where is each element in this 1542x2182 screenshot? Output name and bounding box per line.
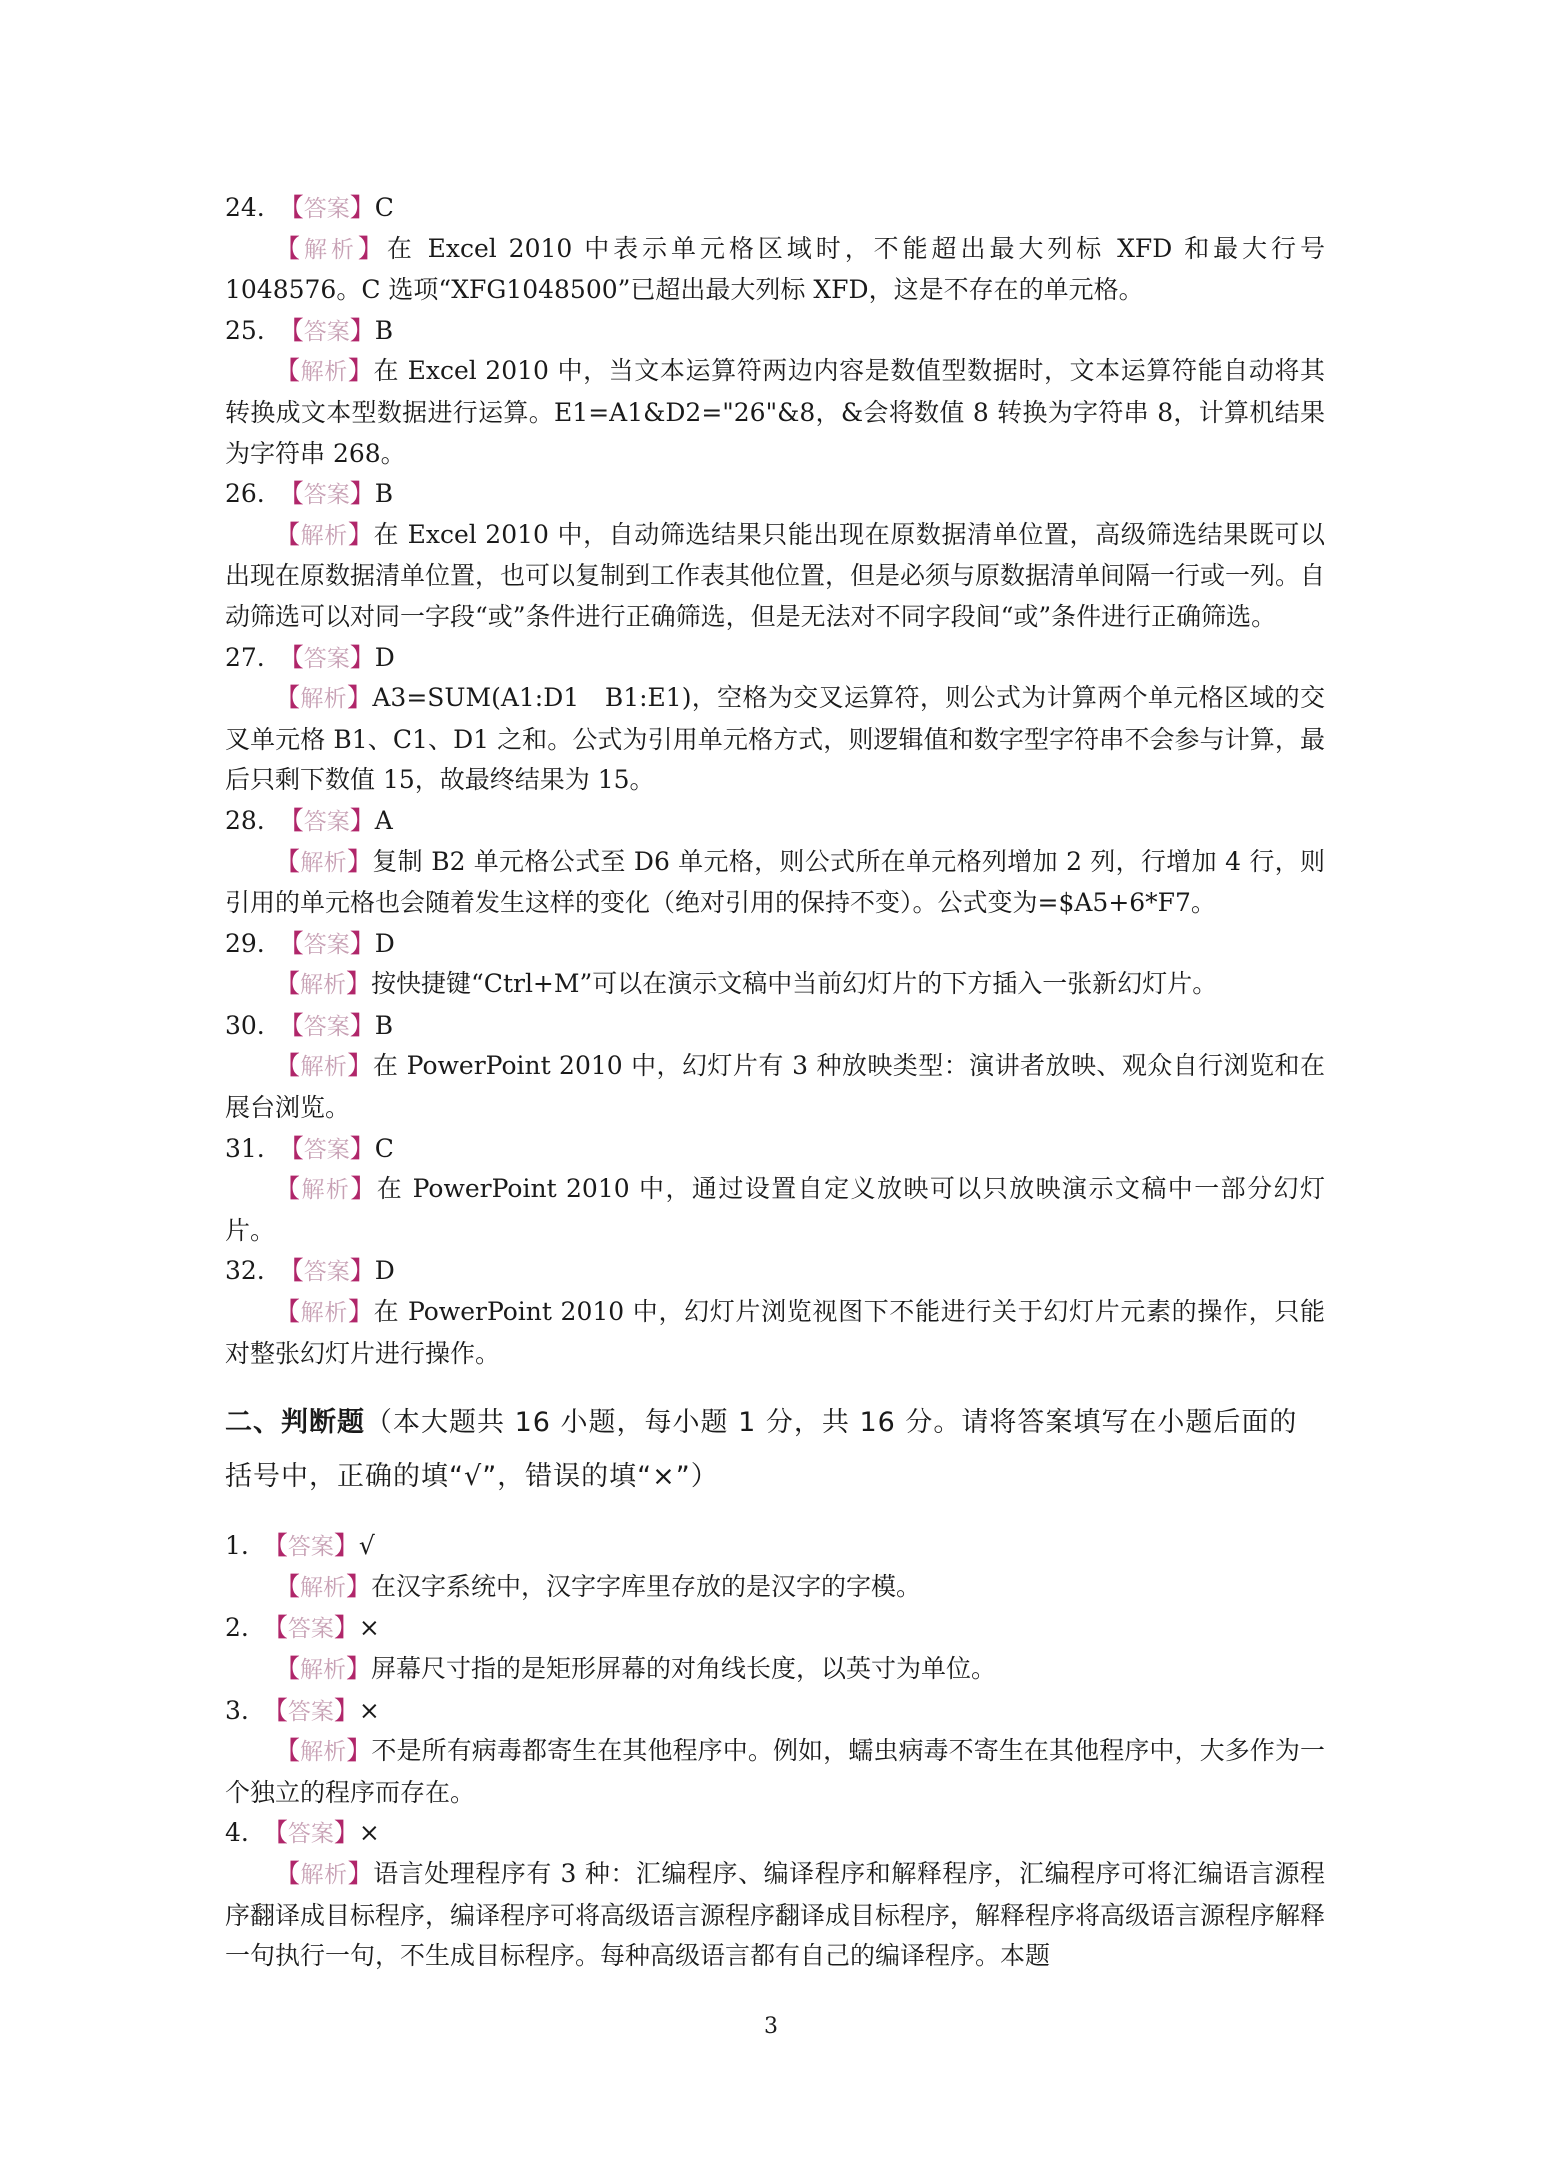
section-note: （本大题共 16 小题，每小题 1 分，共 16 分。请将答案填写在小题后面的括号中，正确的填“√”，错误的填“×”）	[225, 1407, 1298, 1493]
explanation-text: 在汉字系统中，汉字字库里存放的是汉字的字模。	[371, 1571, 922, 1601]
explanation-tag	[275, 1859, 373, 1888]
item-number: 2.	[225, 1613, 249, 1643]
answer-tag	[279, 1011, 375, 1040]
answer-line	[225, 1691, 1325, 1732]
answer-tag	[263, 1696, 359, 1725]
item-number: 3.	[225, 1695, 249, 1725]
bracket-close: 】	[347, 1858, 374, 1888]
explanation-label: 解析	[300, 686, 348, 713]
explanation-block	[225, 1169, 1325, 1251]
answer-line	[225, 924, 1325, 965]
answer-value: B	[374, 1010, 394, 1040]
explanation-tag	[275, 683, 372, 712]
explanation-tag	[275, 1174, 377, 1203]
bracket-close: 】	[333, 1818, 359, 1848]
explanation-block	[225, 1649, 1325, 1691]
answer-value: D	[374, 928, 395, 958]
answer-line	[225, 1129, 1325, 1170]
bracket-open: 【	[262, 1695, 288, 1725]
explanation-tag	[275, 1051, 373, 1080]
answer-label: 答案	[303, 1013, 350, 1040]
explanation-tag	[275, 1736, 371, 1765]
answer-value: ×	[358, 1695, 380, 1725]
answer-line	[225, 1608, 1325, 1649]
part2-list	[225, 1526, 1325, 1977]
answer-label: 答案	[303, 318, 350, 345]
answer-line	[225, 638, 1325, 679]
answer-value: C	[374, 1133, 394, 1163]
bracket-close: 】	[333, 1695, 359, 1725]
answer-label: 答案	[287, 1821, 334, 1848]
answer-line	[225, 801, 1325, 842]
answer-line	[225, 188, 1325, 229]
answer-value: C	[374, 193, 394, 222]
bracket-close: 】	[349, 1010, 375, 1040]
answer-label: 答案	[303, 808, 350, 835]
explanation-text: 按快捷键“Ctrl+M”可以在演示文稿中当前幻灯片的下方插入一张新幻灯片。	[371, 969, 1218, 999]
answer-key-content	[225, 188, 1325, 1977]
explanation-block	[225, 1292, 1325, 1374]
answer-line	[225, 1526, 1325, 1567]
bracket-close: 】	[350, 1174, 377, 1204]
item-number: 30.	[225, 1010, 265, 1040]
bracket-close: 】	[349, 315, 375, 345]
answer-label: 答案	[303, 931, 350, 958]
bracket-close: 】	[349, 642, 375, 672]
explanation-tag	[275, 520, 373, 549]
explanation-label: 解析	[300, 972, 347, 999]
answer-tag	[279, 929, 375, 958]
explanation-tag	[275, 1572, 371, 1601]
bracket-open: 【	[275, 519, 301, 549]
explanation-block	[225, 964, 1325, 1006]
answer-value: B	[374, 315, 394, 345]
bracket-close: 】	[349, 805, 375, 835]
explanation-block	[225, 1567, 1325, 1609]
bracket-close: 】	[347, 356, 374, 386]
explanation-text: 屏幕尺寸指的是矩形屏幕的对角线长度，以英寸为单位。	[371, 1654, 997, 1683]
explanation-label: 解析	[300, 1054, 348, 1081]
explanation-label: 解析	[300, 359, 348, 386]
bracket-close: 】	[346, 846, 373, 876]
answer-tag	[263, 1613, 359, 1642]
bracket-open: 【	[278, 315, 304, 345]
answer-line	[225, 474, 1325, 515]
answer-value: ×	[358, 1613, 380, 1643]
explanation-label: 解析	[300, 1657, 347, 1683]
explanation-block	[225, 1046, 1325, 1128]
item-number: 4.	[225, 1818, 249, 1848]
answer-value: √	[358, 1531, 375, 1561]
item-number: 29.	[225, 928, 265, 958]
explanation-tag	[275, 356, 373, 385]
explanation-block	[225, 351, 1325, 474]
bracket-open: 【	[262, 1818, 288, 1848]
item-number: 32.	[225, 1256, 265, 1286]
answer-tag	[279, 643, 375, 672]
bracket-open: 【	[278, 642, 304, 672]
bracket-close: 】	[333, 1531, 359, 1561]
page-number: 3	[764, 2014, 778, 2039]
answer-value: D	[374, 1256, 395, 1286]
item-number: 25.	[225, 315, 265, 345]
bracket-close: 】	[349, 479, 375, 509]
explanation-block	[225, 1731, 1325, 1813]
answer-tag	[279, 806, 375, 835]
bracket-open: 【	[262, 1531, 288, 1561]
explanation-tag	[275, 1297, 374, 1326]
explanation-label: 解析	[300, 1574, 347, 1601]
bracket-close: 】	[348, 1297, 374, 1327]
bracket-close: 】	[349, 928, 375, 958]
explanation-label: 解析	[303, 236, 358, 263]
answer-line	[225, 311, 1325, 352]
answer-tag	[263, 1531, 359, 1560]
item-number: 27.	[225, 642, 265, 672]
answer-label: 答案	[287, 1616, 334, 1643]
bracket-open: 【	[275, 1297, 301, 1327]
answer-value: ×	[358, 1818, 380, 1848]
bracket-open: 【	[275, 233, 304, 263]
explanation-tag	[275, 234, 387, 263]
answer-value: D	[374, 642, 395, 672]
explanation-label: 解析	[300, 1300, 348, 1327]
bracket-close: 】	[349, 1256, 375, 1286]
bracket-close: 】	[349, 1133, 375, 1163]
bracket-open: 【	[275, 1736, 301, 1766]
bracket-open: 【	[262, 1613, 288, 1643]
bracket-close: 】	[346, 1736, 372, 1766]
answer-tag	[263, 1818, 359, 1847]
bracket-close: 】	[346, 1571, 372, 1601]
explanation-block	[225, 678, 1325, 801]
explanation-text: 在 Excel 2010 中，自动筛选结果只能出现在原数据清单位置，高级筛选结果既可以出现在原数据清单位置，也可以复制到工作表其他位置，但是必须与原数据清单间隔一行或一列。自动筛选可以对同一字段“或”条件进行正确筛选，但是无法对不同字段间“或”条件进行正确筛选。	[225, 519, 1326, 631]
explanation-block	[225, 515, 1325, 638]
answer-value: B	[374, 479, 394, 509]
bracket-open: 【	[275, 683, 301, 713]
bracket-open: 【	[278, 928, 304, 958]
explanation-label: 解析	[300, 1739, 347, 1766]
explanation-text: 复制 B2 单元格公式至 D6 单元格，则公式所在单元格列增加 2 列，行增加 4 行，则引用的单元格也会随着发生这样的变化（绝对引用的保持不变）。公式变为=$A5+6*F7。	[225, 846, 1325, 918]
bracket-open: 【	[275, 846, 301, 876]
bracket-open: 【	[278, 479, 304, 509]
bracket-close: 】	[349, 193, 375, 222]
answer-label: 答案	[303, 1136, 350, 1163]
explanation-tag	[275, 1654, 371, 1683]
item-number: 28.	[225, 805, 265, 835]
bracket-open: 【	[275, 969, 301, 999]
explanation-block	[225, 842, 1325, 924]
explanation-text: 语言处理程序有 3 种：汇编程序、编译程序和解释程序，汇编程序可将汇编语言源程序翻译成目标程序，编译程序可将高级语言源程序翻译成目标程序，解释程序将高级语言源程序解释一句执行一句，不生成目标程序。每种高级语言都有自己的编译程序。本题	[225, 1858, 1326, 1971]
explanation-text: 在 Excel 2010 中表示单元格区域时，不能超出最大列标 XFD 和最大行号 1048576。C 选项“XFG1048500”已超出最大列标 XFD，这是不存在的单元格。	[225, 233, 1325, 305]
part1-list	[225, 188, 1325, 1374]
explanation-label: 解析	[300, 1861, 348, 1888]
item-number: 26.	[225, 479, 265, 509]
explanation-text: A3=SUM(A1:D1 B1:E1)，空格为交叉运算符，则公式为计算两个单元格区域的交叉单元格 B1、C1、D1 之和。公式为引用单元格方式，则逻辑值和数字型字符串不会参与计算，最后只剩下数值 15，故最终结果为 15。	[225, 683, 1325, 795]
answer-line	[225, 1251, 1325, 1292]
explanation-tag	[275, 969, 371, 998]
bracket-open: 【	[275, 1174, 302, 1204]
bracket-open: 【	[275, 1571, 301, 1601]
explanation-label: 解析	[300, 522, 348, 549]
answer-tag	[279, 193, 375, 222]
answer-label: 答案	[303, 196, 350, 222]
bracket-open: 【	[278, 805, 304, 835]
bracket-open: 【	[278, 1010, 304, 1040]
answer-tag	[279, 479, 375, 508]
bracket-close: 】	[357, 233, 387, 263]
bracket-close: 】	[347, 1051, 373, 1081]
explanation-text: 不是所有病毒都寄生在其他程序中。例如，蠕虫病毒不寄生在其他程序中，大多作为一个独立的程序而存在。	[225, 1736, 1325, 1807]
answer-label: 答案	[287, 1534, 334, 1561]
answer-label: 答案	[303, 1259, 350, 1286]
answer-line	[225, 1006, 1325, 1047]
explanation-label: 解析	[301, 1177, 351, 1204]
bracket-open: 【	[275, 356, 301, 386]
item-number: 24.	[225, 193, 265, 222]
bracket-open: 【	[275, 1858, 301, 1888]
explanation-tag	[275, 847, 372, 876]
explanation-block	[225, 1854, 1325, 1977]
answer-tag	[279, 1256, 375, 1285]
item-number: 31.	[225, 1133, 265, 1163]
bracket-open: 【	[278, 193, 304, 222]
answer-tag	[279, 1134, 375, 1163]
explanation-text: 在 PowerPoint 2010 中，幻灯片有 3 种放映类型：演讲者放映、观众自行浏览和在展台浏览。	[225, 1051, 1325, 1123]
bracket-close: 】	[333, 1613, 359, 1643]
answer-value: A	[374, 805, 393, 835]
item-number: 1.	[225, 1531, 249, 1561]
answer-label: 答案	[303, 645, 350, 672]
answer-label: 答案	[287, 1698, 334, 1725]
explanation-label: 解析	[300, 849, 347, 876]
bracket-close: 】	[347, 519, 374, 549]
bracket-close: 】	[346, 1654, 372, 1683]
answer-tag	[279, 316, 375, 345]
bracket-open: 【	[278, 1256, 304, 1286]
section-heading	[225, 1396, 1325, 1504]
explanation-text: 在 Excel 2010 中，当文本运算符两边内容是数值型数据时，文本运算符能自动将其转换成文本型数据进行运算。E1=A1&D2="26"&8，&会将数值 8 转换为字符串 8，计算机结果为字符串 268。	[225, 356, 1325, 468]
bracket-open: 【	[278, 1133, 304, 1163]
explanation-text: 在 PowerPoint 2010 中，幻灯片浏览视图下不能进行关于幻灯片元素的操作，只能对整张幻灯片进行操作。	[225, 1297, 1325, 1368]
explanation-block	[225, 229, 1325, 311]
bracket-close: 】	[347, 683, 373, 713]
answer-label: 答案	[303, 482, 350, 509]
bracket-close: 】	[346, 969, 372, 999]
bracket-open: 【	[275, 1051, 301, 1081]
bracket-open: 【	[275, 1654, 301, 1683]
explanation-text: 在 PowerPoint 2010 中，通过设置自定义放映可以只放映演示文稿中一部分幻灯片。	[225, 1174, 1325, 1245]
section-title: 二、判断题	[225, 1407, 365, 1439]
answer-line	[225, 1813, 1325, 1854]
